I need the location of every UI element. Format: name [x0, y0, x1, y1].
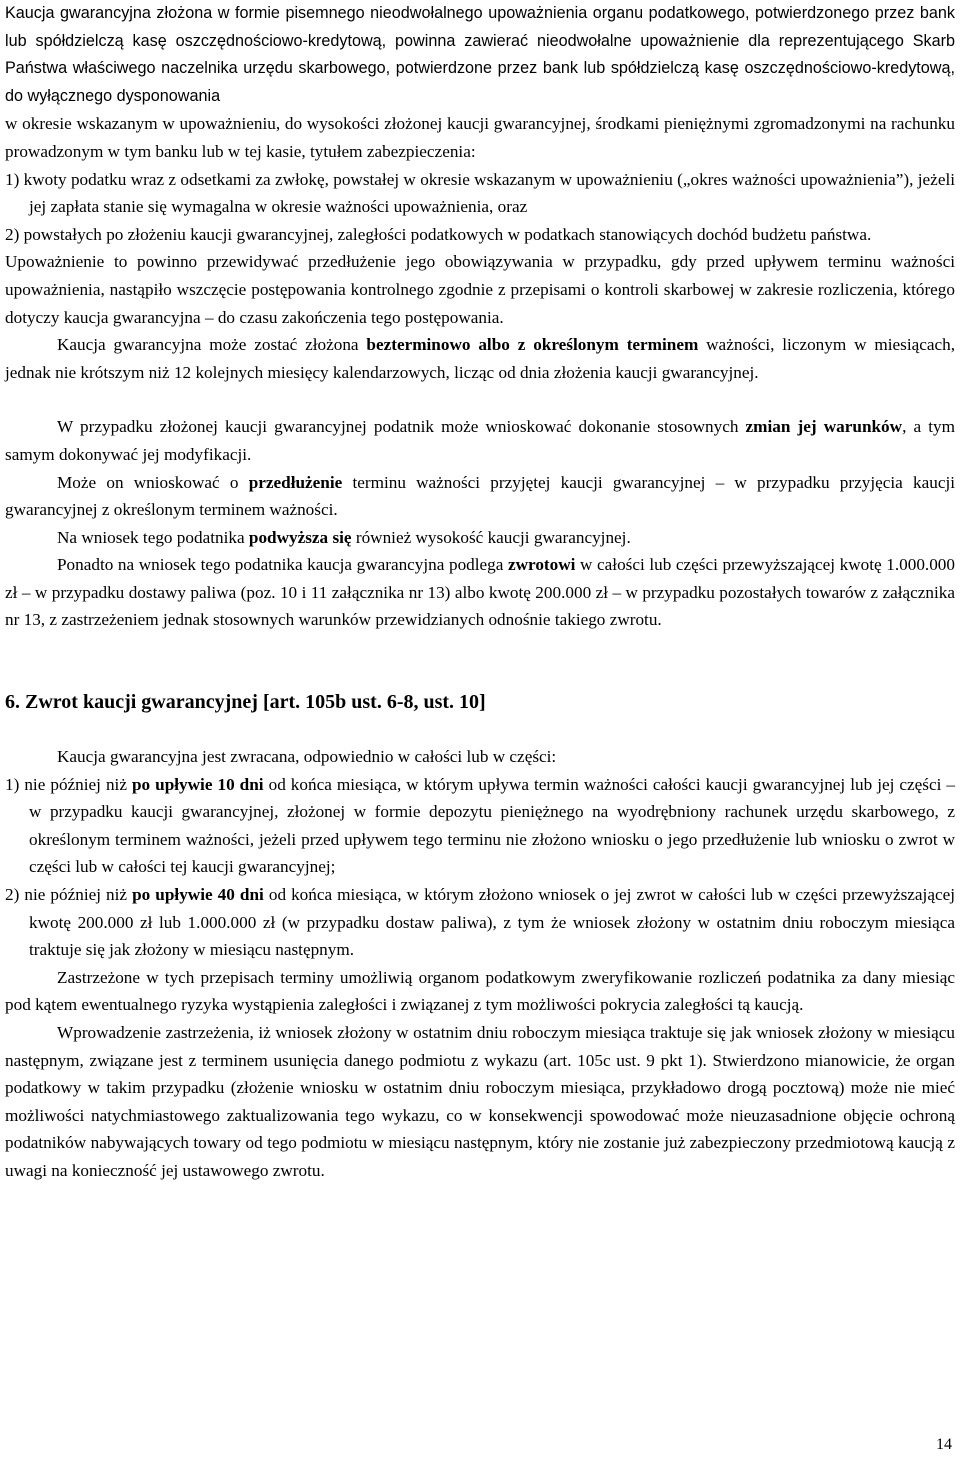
- paragraph-przedluzenie-terminu: Może on wnioskować o przedłużenie terminu ważności przyjętej kaucji gwarancyjnej – w przypadku przyjęcia kaucji gwarancyjnej z określonym terminem ważności.: [5, 472, 955, 520]
- paragraph-zwrot: Ponadto na wniosek tego podatnika kaucja gwarancyjna podlega zwrotowi w całości lub części przewyższającej kwotę 1.000.000 zł – w przypadku dostawy paliwa (poz. 10 i 11 załącznika nr 13) albo kwotę 200.000 zł – w przypadku pozostałych towarów z załącznika nr 13, z zastrzeżeniem jednak stosownych warunków przewidzianych odnośnie takiego zwrotu.: [5, 555, 955, 630]
- section-heading: 6. Zwrot kaucji gwarancyjnej [art. 105b ust. 6-8, ust. 10]: [5, 691, 486, 714]
- document-page: [5, 0, 955, 1185]
- paragraph-upowaznienie-intro: Kaucja gwarancyjna złożona w formie pisemnego nieodwołalnego upoważnienia organu podatkowego, potwierdzonego przez bank lub spółdzielczą kasę oszczędnościowo-kredytową, powinna zawierać nieodwołalne upoważnienie dla reprezentującego Skarb Państwa właściwego naczelnika urzędu skarbowego, potwierdzone przez bank lub spółdzielczą kasę oszczędnościowo-kredytową, do wyłącznego dysponowania: [5, 4, 955, 105]
- page-number: 14: [936, 1436, 952, 1453]
- emphasis-przedluzenie: przedłużenie: [248, 472, 343, 492]
- paragraph-podwyzszenie: Na wniosek tego podatnika podwyższa się również wysokość kaucji gwarancyjnej.: [57, 527, 631, 547]
- section-intro: Kaucja gwarancyjna jest zwracana, odpowiednio w całości lub w części:: [57, 747, 557, 767]
- emphasis-zwrotowi: zwrotowi: [507, 555, 576, 575]
- section-list-item-2: 2) nie później niż po upływie 40 dni od końca miesiąca, w którym złożono wniosek o jej zwrot w całości lub w części przewyższającej kwotę 200.000 zł lub 1.000.000 zł (w przypadku dostaw paliwa), z tym że wniosek złożony w ostatnim dniu roboczym miesiąca traktuje się jak złożony w miesiącu następnym.: [5, 885, 955, 960]
- paragraph-upowaznienie-cont: w okresie wskazanym w upoważnieniu, do wysokości złożonej kaucji gwarancyjnej, środkami pieniężnymi zgromadzonymi na rachunku prowadzonym w tym banku lub w tej kasie, tytułem zabezpieczenia:: [5, 114, 955, 161]
- paragraph-zastrzezone-terminy: Zastrzeżone w tych przepisach terminy umożliwią organom podatkowym zweryfikowanie rozliczeń podatnika za dany miesiąc pod kątem ewentualnego ryzyka wystąpienia zaległości i związanej z tym możliwości pokrycia zaległości tą kaucją.: [5, 967, 955, 1015]
- emphasis-zmian: zmian jej warunków: [745, 417, 903, 437]
- paragraph-przedluzenie: Upoważnienie to powinno przewidywać przedłużenie jego obowiązywania w przypadku, gdy przed upływem terminu ważności upoważnienia, nastąpiło wszczęcie postępowania kontrolnego zgodnie z przepisami o kontroli skarbowej w zakresie rozliczenia, którego dotyczy kaucja gwarancyjna – do czasu zakończenia tego postępowania.: [5, 252, 955, 327]
- paragraph-wprowadzenie-zastrzezenia: Wprowadzenie zastrzeżenia, iż wniosek złożony w ostatnim dniu roboczym miesiąca traktuje się jak wniosek złożony w miesiącu następnym, związane jest z terminem usunięcia danego podmiotu z wykazu (art. 105c ust. 9 pkt 1). Stwierdzono mianowicie, że organ podatkowy w takim przypadku (złożenie wniosku w ostatnim dniu roboczym miesiąca, przykładowo drogą pocztową) może nie mieć możliwości natychmiastowego zaktualizowania tego wykazu, co w konsekwencji spowodować może nieuzasadnione objęcie ochroną podatników nabywających towary od tego podmiotu w miesiącu następnym, który nie zostanie już zabezpieczony przedmiotową kaucją z uwagi na konieczność jej ustawowego zwrotu.: [5, 1023, 955, 1180]
- paragraph-termin-waznosci: Kaucja gwarancyjna może zostać złożona bezterminowo albo z określonym terminem ważności, liczonym w miesiącach, jednak nie krótszym niż 12 kolejnych miesięcy kalendarzowych, licząc od dnia złożenia kaucji gwarancyjnej.: [5, 335, 956, 382]
- list-item-2: 2) powstałych po złożeniu kaucji gwarancyjnej, zaległości podatkowych w podatkach stanowiących dochód budżetu państwa.: [5, 224, 872, 244]
- emphasis-podwyzsza: podwyższa się: [248, 527, 352, 547]
- emphasis-bezterminowo: bezterminowo albo z określonym terminem: [366, 335, 699, 355]
- list-item-1: 1) kwoty podatku wraz z odsetkami za zwłokę, powstałej w okresie wskazanym w upoważnieniu („okres ważności upoważnienia”), jeżeli jej zapłata stanie się wymagalna w okresie ważności upoważnienia, oraz: [5, 169, 955, 217]
- section-list-item-1: 1) nie później niż po upływie 10 dni od końca miesiąca, w którym upływa termin ważności całości kaucji gwarancyjnej lub jej części – w przypadku kaucji gwarancyjnej, złożonej w formie depozytu pieniężnego na wyodrębniony rachunek urzędu skarbowego, z określonym terminem ważności, jeżeli przed upływem tego terminu nie złożono wniosku o jego przedłużenie lub wniosku o zwrot w części lub w całości tej kaucji gwarancyjnej;: [5, 774, 955, 877]
- emphasis-40-dni: po upływie 40 dni: [132, 885, 264, 905]
- paragraph-zmiana-warunkow: W przypadku złożonej kaucji gwarancyjnej podatnik może wnioskować dokonanie stosownych zmian jej warunków, a tym samym dokonywać jej modyfikacji.: [5, 417, 955, 464]
- emphasis-10-dni: po upływie 10 dni: [131, 774, 264, 794]
